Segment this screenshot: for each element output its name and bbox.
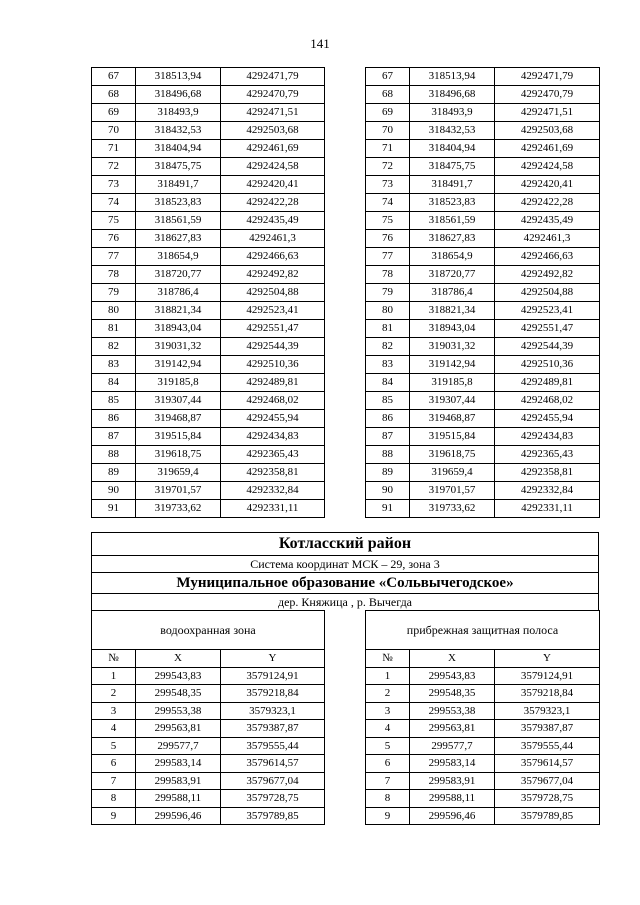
y-coordinate: 3579614,57 xyxy=(221,755,325,773)
x-coordinate: 318821,34 xyxy=(410,302,495,320)
point-number: 84 xyxy=(92,374,136,392)
point-number: 70 xyxy=(92,122,136,140)
point-number: 82 xyxy=(366,338,410,356)
district-title: Котласский район xyxy=(91,532,599,555)
column-gap xyxy=(325,428,366,446)
zone-header-row xyxy=(92,611,600,650)
table-row xyxy=(92,702,600,720)
y-coordinate: 3579218,84 xyxy=(495,685,600,703)
y-coordinate: 3579789,85 xyxy=(221,807,325,825)
y-coordinate: 3579323,1 xyxy=(221,702,325,720)
column-gap xyxy=(325,611,366,650)
x-coordinate: 318404,94 xyxy=(136,140,221,158)
column-gap xyxy=(325,356,366,374)
point-number: 8 xyxy=(366,790,410,808)
x-coordinate: 318786,4 xyxy=(136,284,221,302)
y-coordinate: 3579323,1 xyxy=(495,702,600,720)
x-coordinate: 319659,4 xyxy=(410,464,495,482)
point-number: 90 xyxy=(92,482,136,500)
column-gap xyxy=(325,790,366,808)
table-row xyxy=(92,302,600,320)
x-coordinate: 319618,75 xyxy=(410,446,495,464)
x-coordinate: 318523,83 xyxy=(410,194,495,212)
point-number: 73 xyxy=(92,176,136,194)
column-gap xyxy=(325,194,366,212)
x-coordinate: 318943,04 xyxy=(410,320,495,338)
column-gap xyxy=(325,650,366,668)
y-coordinate: 4292461,3 xyxy=(495,230,600,248)
x-coordinate: 299577,7 xyxy=(136,737,221,755)
column-gap xyxy=(325,122,366,140)
x-coordinate: 319185,8 xyxy=(410,374,495,392)
column-gap xyxy=(325,176,366,194)
point-number: 77 xyxy=(92,248,136,266)
x-coordinate: 318627,83 xyxy=(410,230,495,248)
table-row xyxy=(92,737,600,755)
point-number: 68 xyxy=(366,86,410,104)
y-coordinate: 4292510,36 xyxy=(221,356,325,374)
y-coordinate: 3579677,04 xyxy=(495,772,600,790)
column-gap xyxy=(325,302,366,320)
column-gap xyxy=(325,737,366,755)
y-coordinate: 4292523,41 xyxy=(221,302,325,320)
column-gap xyxy=(325,68,366,86)
y-coordinate: 3579677,04 xyxy=(221,772,325,790)
point-number: 4 xyxy=(366,720,410,738)
point-number: 78 xyxy=(92,266,136,284)
column-header-row xyxy=(92,650,600,668)
y-coordinate: 3579555,44 xyxy=(221,737,325,755)
x-coordinate: 318654,9 xyxy=(410,248,495,266)
y-coordinate: 4292461,3 xyxy=(221,230,325,248)
x-coordinate: 319307,44 xyxy=(136,392,221,410)
x-coordinate: 319142,94 xyxy=(136,356,221,374)
y-coordinate: 4292489,81 xyxy=(495,374,600,392)
point-number: 7 xyxy=(366,772,410,790)
y-coordinate: 4292510,36 xyxy=(495,356,600,374)
point-number: 74 xyxy=(92,194,136,212)
column-gap xyxy=(325,755,366,773)
x-coordinate: 318561,59 xyxy=(410,212,495,230)
column-header-x: X xyxy=(136,650,221,668)
y-coordinate: 4292544,39 xyxy=(495,338,600,356)
point-number: 87 xyxy=(92,428,136,446)
x-coordinate: 318627,83 xyxy=(136,230,221,248)
point-number: 76 xyxy=(366,230,410,248)
table-row xyxy=(92,428,600,446)
point-number: 91 xyxy=(366,500,410,518)
point-number: 77 xyxy=(366,248,410,266)
x-coordinate: 299548,35 xyxy=(410,685,495,703)
table-row xyxy=(92,284,600,302)
y-coordinate: 4292332,84 xyxy=(495,482,600,500)
column-gap xyxy=(325,338,366,356)
x-coordinate: 318496,68 xyxy=(136,86,221,104)
table-row xyxy=(92,266,600,284)
y-coordinate: 4292455,94 xyxy=(221,410,325,428)
x-coordinate: 299577,7 xyxy=(410,737,495,755)
column-gap xyxy=(325,772,366,790)
table-row xyxy=(92,720,600,738)
x-coordinate: 319733,62 xyxy=(410,500,495,518)
point-number: 1 xyxy=(366,667,410,685)
x-coordinate: 318513,94 xyxy=(410,68,495,86)
table-row xyxy=(92,446,600,464)
table-row xyxy=(92,68,600,86)
point-number: 84 xyxy=(366,374,410,392)
location-label: дер. Княжица , р. Вычегда xyxy=(91,593,599,610)
point-number: 68 xyxy=(92,86,136,104)
point-number: 67 xyxy=(366,68,410,86)
y-coordinate: 4292365,43 xyxy=(495,446,600,464)
y-coordinate: 3579387,87 xyxy=(495,720,600,738)
column-header-x: X xyxy=(410,650,495,668)
point-number: 89 xyxy=(92,464,136,482)
x-coordinate: 319515,84 xyxy=(410,428,495,446)
point-number: 79 xyxy=(92,284,136,302)
y-coordinate: 4292365,43 xyxy=(221,446,325,464)
column-gap xyxy=(325,212,366,230)
point-number: 4 xyxy=(92,720,136,738)
water-protection-zone-header: водоохранная зона xyxy=(92,611,325,650)
x-coordinate: 319185,8 xyxy=(136,374,221,392)
x-coordinate: 318821,34 xyxy=(136,302,221,320)
y-coordinate: 4292332,84 xyxy=(221,482,325,500)
point-number: 82 xyxy=(92,338,136,356)
x-coordinate: 299583,91 xyxy=(136,772,221,790)
table-row xyxy=(92,230,600,248)
column-gap xyxy=(325,140,366,158)
x-coordinate: 318720,77 xyxy=(136,266,221,284)
table-row xyxy=(92,772,600,790)
municipality-title: Муниципальное образование «Сольвычегодское» xyxy=(91,572,599,593)
column-gap xyxy=(325,284,366,302)
table-row xyxy=(92,212,600,230)
x-coordinate: 318432,53 xyxy=(136,122,221,140)
x-coordinate: 318513,94 xyxy=(136,68,221,86)
table-row xyxy=(92,374,600,392)
point-number: 90 xyxy=(366,482,410,500)
point-number: 76 xyxy=(92,230,136,248)
y-coordinate: 4292358,81 xyxy=(221,464,325,482)
y-coordinate: 3579614,57 xyxy=(495,755,600,773)
x-coordinate: 299583,14 xyxy=(136,755,221,773)
table-row xyxy=(92,338,600,356)
x-coordinate: 299543,83 xyxy=(410,667,495,685)
coordinates-table-continued xyxy=(91,67,600,518)
point-number: 75 xyxy=(366,212,410,230)
point-number: 88 xyxy=(92,446,136,464)
point-number: 69 xyxy=(92,104,136,122)
x-coordinate: 299596,46 xyxy=(410,807,495,825)
x-coordinate: 299596,46 xyxy=(136,807,221,825)
y-coordinate: 4292551,47 xyxy=(495,320,600,338)
y-coordinate: 4292544,39 xyxy=(221,338,325,356)
column-gap xyxy=(325,86,366,104)
column-gap xyxy=(325,685,366,703)
y-coordinate: 3579387,87 xyxy=(221,720,325,738)
point-number: 83 xyxy=(366,356,410,374)
table-row xyxy=(92,248,600,266)
y-coordinate: 4292504,88 xyxy=(221,284,325,302)
x-coordinate: 319307,44 xyxy=(410,392,495,410)
y-coordinate: 3579555,44 xyxy=(495,737,600,755)
point-number: 87 xyxy=(366,428,410,446)
table-row xyxy=(92,482,600,500)
x-coordinate: 318786,4 xyxy=(410,284,495,302)
table-row xyxy=(92,392,600,410)
point-number: 9 xyxy=(92,807,136,825)
point-number: 2 xyxy=(366,685,410,703)
y-coordinate: 4292470,79 xyxy=(495,86,600,104)
y-coordinate: 4292435,49 xyxy=(495,212,600,230)
point-number: 5 xyxy=(92,737,136,755)
table-row xyxy=(92,122,600,140)
y-coordinate: 4292489,81 xyxy=(221,374,325,392)
x-coordinate: 319031,32 xyxy=(410,338,495,356)
point-number: 3 xyxy=(92,702,136,720)
column-gap xyxy=(325,500,366,518)
y-coordinate: 3579124,91 xyxy=(221,667,325,685)
point-number: 5 xyxy=(366,737,410,755)
column-gap xyxy=(325,720,366,738)
column-gap xyxy=(325,410,366,428)
page-number: 141 xyxy=(310,36,330,51)
x-coordinate: 318493,9 xyxy=(136,104,221,122)
x-coordinate: 319618,75 xyxy=(136,446,221,464)
x-coordinate: 299548,35 xyxy=(136,685,221,703)
x-coordinate: 318654,9 xyxy=(136,248,221,266)
column-gap xyxy=(325,446,366,464)
y-coordinate: 4292492,82 xyxy=(221,266,325,284)
table-row xyxy=(92,86,600,104)
point-number: 80 xyxy=(92,302,136,320)
column-gap xyxy=(325,464,366,482)
point-number: 72 xyxy=(92,158,136,176)
y-coordinate: 4292331,11 xyxy=(221,500,325,518)
point-number: 71 xyxy=(366,140,410,158)
point-number: 86 xyxy=(366,410,410,428)
x-coordinate: 319142,94 xyxy=(410,356,495,374)
table-row xyxy=(92,356,600,374)
column-gap xyxy=(325,104,366,122)
point-number: 89 xyxy=(366,464,410,482)
table-row xyxy=(92,790,600,808)
y-coordinate: 3579218,84 xyxy=(221,685,325,703)
y-coordinate: 4292471,51 xyxy=(495,104,600,122)
point-number: 1 xyxy=(92,667,136,685)
point-number: 75 xyxy=(92,212,136,230)
y-coordinate: 4292471,79 xyxy=(221,68,325,86)
y-coordinate: 4292422,28 xyxy=(221,194,325,212)
column-gap xyxy=(325,667,366,685)
column-gap xyxy=(325,374,366,392)
x-coordinate: 318432,53 xyxy=(410,122,495,140)
table-row xyxy=(92,807,600,825)
x-coordinate: 318493,9 xyxy=(410,104,495,122)
point-number: 81 xyxy=(92,320,136,338)
column-header-number: № xyxy=(92,650,136,668)
point-number: 86 xyxy=(92,410,136,428)
x-coordinate: 319031,32 xyxy=(136,338,221,356)
table-row xyxy=(92,500,600,518)
point-number: 80 xyxy=(366,302,410,320)
point-number: 8 xyxy=(92,790,136,808)
column-header-y: Y xyxy=(495,650,600,668)
x-coordinate: 299543,83 xyxy=(136,667,221,685)
y-coordinate: 4292468,02 xyxy=(221,392,325,410)
table-row xyxy=(92,320,600,338)
x-coordinate: 319659,4 xyxy=(136,464,221,482)
x-coordinate: 299553,38 xyxy=(136,702,221,720)
table-row xyxy=(92,140,600,158)
point-number: 69 xyxy=(366,104,410,122)
district-section xyxy=(91,532,599,825)
coordinate-system: Система координат МСК – 29, зона 3 xyxy=(91,555,599,572)
x-coordinate: 319733,62 xyxy=(136,500,221,518)
point-number: 6 xyxy=(92,755,136,773)
y-coordinate: 4292461,69 xyxy=(221,140,325,158)
x-coordinate: 299563,81 xyxy=(410,720,495,738)
y-coordinate: 4292331,11 xyxy=(495,500,600,518)
y-coordinate: 3579728,75 xyxy=(495,790,600,808)
table-row xyxy=(92,176,600,194)
point-number: 74 xyxy=(366,194,410,212)
y-coordinate: 4292424,58 xyxy=(221,158,325,176)
y-coordinate: 4292420,41 xyxy=(495,176,600,194)
x-coordinate: 318491,7 xyxy=(410,176,495,194)
y-coordinate: 4292424,58 xyxy=(495,158,600,176)
column-gap xyxy=(325,702,366,720)
y-coordinate: 3579789,85 xyxy=(495,807,600,825)
y-coordinate: 4292503,68 xyxy=(495,122,600,140)
point-number: 6 xyxy=(366,755,410,773)
y-coordinate: 4292434,83 xyxy=(495,428,600,446)
column-gap xyxy=(325,158,366,176)
table-row xyxy=(92,755,600,773)
point-number: 83 xyxy=(92,356,136,374)
point-number: 9 xyxy=(366,807,410,825)
table-row xyxy=(92,104,600,122)
x-coordinate: 319701,57 xyxy=(410,482,495,500)
y-coordinate: 3579728,75 xyxy=(221,790,325,808)
column-gap xyxy=(325,482,366,500)
point-number: 72 xyxy=(366,158,410,176)
y-coordinate: 4292504,88 xyxy=(495,284,600,302)
table-row xyxy=(92,464,600,482)
x-coordinate: 299588,11 xyxy=(136,790,221,808)
column-header-number: № xyxy=(366,650,410,668)
column-gap xyxy=(325,266,366,284)
y-coordinate: 4292551,47 xyxy=(221,320,325,338)
point-number: 81 xyxy=(366,320,410,338)
x-coordinate: 319515,84 xyxy=(136,428,221,446)
y-coordinate: 4292466,63 xyxy=(221,248,325,266)
y-coordinate: 4292468,02 xyxy=(495,392,600,410)
column-gap xyxy=(325,807,366,825)
point-number: 85 xyxy=(366,392,410,410)
point-number: 71 xyxy=(92,140,136,158)
y-coordinate: 4292422,28 xyxy=(495,194,600,212)
y-coordinate: 4292466,63 xyxy=(495,248,600,266)
x-coordinate: 318523,83 xyxy=(136,194,221,212)
y-coordinate: 4292420,41 xyxy=(221,176,325,194)
column-gap xyxy=(325,248,366,266)
x-coordinate: 319701,57 xyxy=(136,482,221,500)
y-coordinate: 4292503,68 xyxy=(221,122,325,140)
x-coordinate: 318475,75 xyxy=(136,158,221,176)
column-gap xyxy=(325,392,366,410)
point-number: 70 xyxy=(366,122,410,140)
column-gap xyxy=(325,320,366,338)
point-number: 79 xyxy=(366,284,410,302)
point-number: 88 xyxy=(366,446,410,464)
table-row xyxy=(92,194,600,212)
y-coordinate: 4292434,83 xyxy=(221,428,325,446)
x-coordinate: 318496,68 xyxy=(410,86,495,104)
point-number: 85 xyxy=(92,392,136,410)
y-coordinate: 4292471,79 xyxy=(495,68,600,86)
x-coordinate: 319468,87 xyxy=(136,410,221,428)
coordinates-table xyxy=(91,610,600,825)
x-coordinate: 299553,38 xyxy=(410,702,495,720)
y-coordinate: 4292523,41 xyxy=(495,302,600,320)
point-number: 3 xyxy=(366,702,410,720)
x-coordinate: 318475,75 xyxy=(410,158,495,176)
table-row xyxy=(92,667,600,685)
x-coordinate: 318720,77 xyxy=(410,266,495,284)
x-coordinate: 318491,7 xyxy=(136,176,221,194)
table-row xyxy=(92,410,600,428)
y-coordinate: 4292470,79 xyxy=(221,86,325,104)
y-coordinate: 4292471,51 xyxy=(221,104,325,122)
x-coordinate: 299588,11 xyxy=(410,790,495,808)
point-number: 91 xyxy=(92,500,136,518)
y-coordinate: 4292461,69 xyxy=(495,140,600,158)
y-coordinate: 4292492,82 xyxy=(495,266,600,284)
coastal-protection-strip-header: прибрежная защитная полоса xyxy=(366,611,600,650)
x-coordinate: 318943,04 xyxy=(136,320,221,338)
x-coordinate: 299583,91 xyxy=(410,772,495,790)
x-coordinate: 319468,87 xyxy=(410,410,495,428)
y-coordinate: 3579124,91 xyxy=(495,667,600,685)
x-coordinate: 299583,14 xyxy=(410,755,495,773)
point-number: 67 xyxy=(92,68,136,86)
point-number: 78 xyxy=(366,266,410,284)
x-coordinate: 299563,81 xyxy=(136,720,221,738)
table-row xyxy=(92,158,600,176)
column-gap xyxy=(325,230,366,248)
y-coordinate: 4292455,94 xyxy=(495,410,600,428)
x-coordinate: 318561,59 xyxy=(136,212,221,230)
x-coordinate: 318404,94 xyxy=(410,140,495,158)
point-number: 7 xyxy=(92,772,136,790)
column-header-y: Y xyxy=(221,650,325,668)
y-coordinate: 4292435,49 xyxy=(221,212,325,230)
table-row xyxy=(92,685,600,703)
point-number: 73 xyxy=(366,176,410,194)
point-number: 2 xyxy=(92,685,136,703)
y-coordinate: 4292358,81 xyxy=(495,464,600,482)
